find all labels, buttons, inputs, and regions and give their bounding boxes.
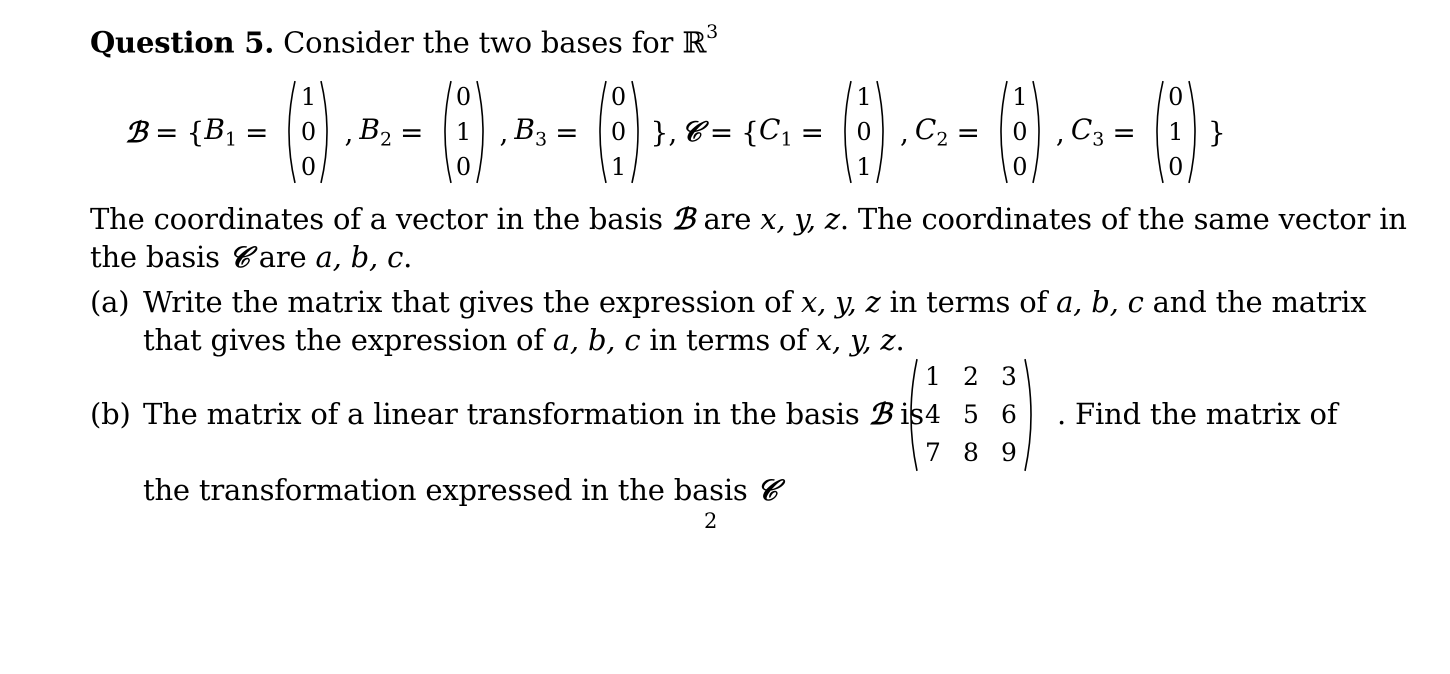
basis-b-vector-label: $B_1$ [204,113,237,151]
matrix-entry: 6 [1001,400,1017,429]
math-vars: x, y, z [800,285,881,319]
open-brace: { [741,115,759,149]
left-paren [438,80,452,184]
vector-entry: 0 [856,118,872,146]
right-paren [476,80,490,184]
basis-b-vector-2 [340,80,495,184]
equals-sign: = [400,115,424,149]
statement-text: . [403,240,413,274]
basis-c-vectors [759,80,1208,184]
part-a-text: in terms of [640,323,816,357]
vector-entry: 0 [610,118,627,146]
left-paren [904,358,918,472]
math-vars: x, y, z [760,202,840,236]
part-a-text: and the matrix [1143,285,1367,319]
equals-sign: = [244,115,269,149]
part-b-label: (b) [90,397,131,431]
basis-b-symbol: ℬ [125,115,148,149]
right-paren [876,80,890,184]
open-brace: { [186,115,205,149]
matrix-entry: 3 [1001,362,1017,391]
math-vars: a, b, c [552,323,641,357]
right-paren [320,80,334,184]
comma: , [499,115,509,149]
vector-entry: 1 [300,83,317,111]
basis-b-column-vector [438,80,490,184]
part-b-find: . Find the matrix of [1057,397,1338,431]
matrix-entry: 9 [1001,438,1017,467]
matrix-grid [918,358,1024,472]
vector-entry: 1 [856,153,872,181]
math-vars: x, y, z [815,323,896,357]
part-b-text: The matrix of a linear transformation in the basis [143,397,869,431]
vector-entry: 1 [1168,118,1184,146]
basis-b-vector-1 [204,80,340,184]
basis-c-vector-3 [1052,80,1208,184]
part-a-text: that gives the expression of [143,323,553,357]
statement-text: are [249,240,316,274]
bases-equation: ℬ = { $B_1$ = 1 0 0 , $B_2$ = 0 1 0 , $B_3$ = 0 0 1 } , 𝒞 = { $C_1$ = 1 0 1 , $C_2$ = 1 0 0 , $C_3$ = 0 1 0 } [125,80,1226,184]
question-label: Question 5. [90,25,275,60]
part-a-line-2 [143,322,905,358]
left-paren [838,80,852,184]
basis-b-symbol: ℬ [868,397,892,431]
vector-entry: 0 [1012,153,1028,181]
vector-entry: 0 [300,118,317,146]
part-b-line-1 [143,396,924,432]
basis-b-symbol: ℬ [671,202,695,236]
math-vars: a, b, c [1056,285,1144,319]
statement-text: are [694,202,761,236]
vector-entry: 1 [610,153,627,181]
vector-entry: 0 [1168,83,1184,111]
matrix-entry: 7 [925,438,941,467]
question-heading-line [90,18,718,61]
equals-sign: = [155,115,179,149]
statement-line-1 [90,201,1407,237]
basis-c-symbol: 𝒞 [756,473,778,507]
basis-c-vector-label: $C_1$ [759,113,793,151]
basis-b-vector-label: $B_2$ [359,113,393,151]
equals-sign: = [709,115,734,149]
left-paren [593,80,607,184]
part-a-label: (a) [90,285,130,319]
matrix-entry: 2 [963,362,979,391]
basis-b-column-vector [593,80,645,184]
right-paren [631,80,645,184]
left-paren [994,80,1008,184]
matrix-entry: 5 [963,400,979,429]
basis-b-vector-3 [496,80,651,184]
part-a-line-1 [143,284,1366,320]
right-paren [1188,80,1202,184]
equals-sign: = [800,115,824,149]
vector-entry: 0 [1168,153,1184,181]
equals-sign: = [956,115,980,149]
part-a-text: in terms of [880,285,1057,319]
part-a-text: Write the matrix that gives the expression of [143,285,801,319]
comma: , [344,115,354,149]
basis-c-column-vector [994,80,1046,184]
dimension-exponent: 3 [706,21,718,43]
vector-entry: 0 [610,83,627,111]
basis-c-vector-label: $C_2$ [914,113,949,151]
vector-entry: 0 [455,153,472,181]
part-b-line-2 [143,472,778,508]
vector-entry: 1 [856,83,872,111]
basis-c-symbol: 𝒞 [681,115,702,148]
basis-c-vector-1 [759,80,896,184]
basis-c-column-vector [1150,80,1202,184]
basis-b-column-vector [282,80,334,184]
close-brace: } [1207,115,1226,149]
vector-entry: 1 [455,118,472,146]
comma: , [1055,115,1065,149]
transformation-matrix [904,358,1038,472]
vector-entry: 0 [455,83,472,111]
vector-entry: 0 [1012,118,1028,146]
basis-b-vector-label: $B_3$ [514,113,548,151]
vector-entry: 1 [1012,83,1028,111]
part-b-text: the transformation expressed in the basis [143,473,757,507]
basis-c-vector-label: $C_3$ [1070,113,1105,151]
left-paren [1150,80,1164,184]
part-b-text: is [891,397,924,431]
page-number: 2 [704,509,718,533]
math-vars: a, b, c [315,240,404,274]
statement-line-2 [90,239,412,275]
right-paren [1024,358,1038,472]
statement-text: The coordinates of a vector in the basis [90,202,672,236]
statement-text: . The coordinates of the same vector in [839,202,1407,236]
basis-b-vectors [204,80,650,184]
basis-c-vector-2 [896,80,1052,184]
statement-text: the basis [90,240,229,274]
comma: , [900,115,909,149]
basis-c-column-vector [838,80,890,184]
question-intro: Consider the two bases for [283,25,683,60]
matrix-entry: 1 [925,362,941,391]
vector-entry: 0 [300,153,317,181]
left-paren [282,80,296,184]
matrix-entry: 8 [963,438,979,467]
close-brace: } [650,115,669,149]
part-a-text: . [895,323,905,357]
equals-sign: = [555,115,579,149]
right-paren [1032,80,1046,184]
basis-c-symbol: 𝒞 [228,240,250,274]
matrix-entry: 4 [925,400,941,429]
equals-sign: = [1112,115,1136,149]
real-numbers-symbol: ℝ [682,25,707,60]
